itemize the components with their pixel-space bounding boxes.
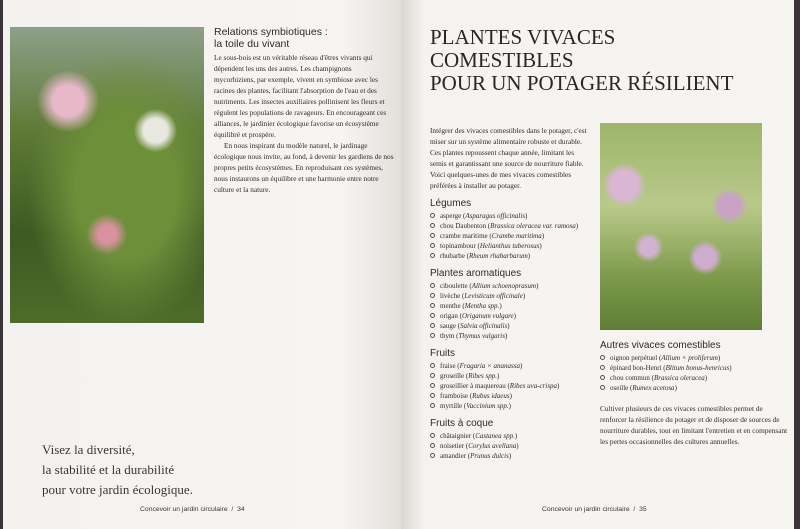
plant-item: groseillier à maquereau (Ribes uva-crispa) [430,381,592,391]
plant-item: oignon perpétuel (Allium × proliferum) [600,353,790,363]
section-heading: Autres vivaces comestibles [600,340,721,351]
common-name: chou Daubenton [440,222,487,230]
plant-item: épinard bon-Henri (Blitum bonus-henricus) [600,363,790,373]
plant-item: ciboulette (Allium schoenoprasum) [430,281,592,291]
quote-line: pour votre jardin écologique. [42,482,193,497]
bullet-icon [430,253,435,258]
sidebar-title-line1: Relations symbiotiques : [214,26,328,38]
bullet-icon [600,365,605,370]
plant-item: châtaignier (Castanea spp.) [430,431,592,441]
title-line: POUR UN POTAGER RÉSILIENT [430,71,734,95]
bullet-icon [430,313,435,318]
symbiosis-sidebar [214,26,394,195]
common-name: oignon perpétuel [610,354,658,362]
latin-name: Salvia officinalis [460,322,508,330]
plant-item: menthe (Mentha spp.) [430,301,592,311]
common-name: chou commun [610,374,650,382]
plant-item: chou Daubenton (Brassica oleracea var. ramosa) [430,221,592,231]
section-fruits [430,348,592,411]
plant-list [430,211,592,261]
pull-quote [42,440,193,500]
sidebar-paragraph-2: En nous inspirant du modèle naturel, le jardinage écologique nous invite, au fond, à devenir les gardiens de nos propres petits écosystèmes. En reproduisant ces systèmes, nous instaurons un équilibre et une harmonie entre notre culture et la nature. [214,141,394,194]
section-legumes [430,198,592,261]
latin-name: Blitum bonus-henricus [665,364,730,372]
section-heading: Fruits à coque [430,418,494,429]
bullet-icon [430,403,435,408]
section-heading: Plantes aromatiques [430,268,522,279]
section-aromatiques [430,268,592,341]
common-name: sauge [440,322,456,330]
bullet-icon [430,363,435,368]
plant-item: amandier (Prunus dulcis) [430,451,592,461]
latin-name: Brassica oleracea [653,374,705,382]
plant-item: sauge (Salvia officinalis) [430,321,592,331]
common-name: groseille [440,372,465,380]
bullet-icon [430,323,435,328]
section-autres [600,340,790,393]
bullet-icon [430,433,435,438]
latin-name: Asparagus officinalis [465,212,526,220]
plant-item: thym (Thymus vulgaris) [430,331,592,341]
latin-name: Ribes spp. [468,372,497,380]
plant-item: myrtille (Vaccinium spp.) [430,401,592,411]
left-footer: Concevoir un jardin circulaire / 34 [140,506,245,513]
quote-line: la stabilité et la durabilité [42,462,175,477]
intro-paragraph: Intégrer des vivaces comestibles dans le potager, c'est miser sur un système alimentaire robuste et durable. Ces plantes repoussent chaque année, limitant les semis et garantissant une source de nourriture fiable. Voici quelques-unes de mes vivaces comestibles préférées à installer au potager. [430,126,587,190]
latin-name: Crambe maritima [491,232,542,240]
section-heading: Fruits [430,348,455,359]
latin-name: Mentha spp. [464,302,500,310]
plant-item: oseille (Rumex acetosa) [600,383,790,393]
plant-item: groseille (Ribes spp.) [430,371,592,381]
plant-item: fraise (Fragaria × ananassa) [430,361,592,371]
bullet-icon [430,243,435,248]
common-name: châtaignier [440,432,472,440]
bullet-icon [430,383,435,388]
conclusion-paragraph: Cultiver plusieurs de ces vivaces comestibles permet de renforcer la résilience du potager et de disposer de sources de nourriture durables, tout en limitant l'entretien et en compensant les pertes occasionnelles des cultures annuelles. [600,404,788,446]
common-name: ciboulette [440,282,468,290]
plant-item: livèche (Levisticum officinale) [430,291,592,301]
bullet-icon [430,293,435,298]
common-name: topinambour [440,242,476,250]
latin-name: Vaccinium spp. [466,402,509,410]
garden-flowers-photo [10,27,204,323]
common-name: groseillier à maquereau [440,382,506,390]
common-name: crambe maritime [440,232,488,240]
latin-name: Allium × proliferum [661,354,718,362]
right-column [600,340,790,447]
plant-list [430,281,592,341]
plant-list [430,431,592,461]
latin-name: Rumex acetosa [632,384,675,392]
left-column [430,125,592,461]
bullet-icon [430,213,435,218]
plant-item: rhubarbe (Rheum rhabarbarum) [430,251,592,261]
title-line: COMESTIBLES [430,48,574,72]
section-fruits-a-coque [430,418,592,461]
common-name: épinard bon-Henri [610,364,662,372]
chive-flowers-photo [600,123,762,330]
plant-item: asperge (Asparagus officinalis) [430,211,592,221]
right-footer: Concevoir un jardin circulaire / 35 [542,506,647,513]
bullet-icon [430,233,435,238]
common-name: asperge [440,212,462,220]
latin-name: Fragaria × ananassa [459,362,520,370]
plant-item: noisetier (Corylus avellana) [430,441,592,451]
latin-name: Origanum vulgare [461,312,514,320]
quote-line: Visez la diversité, [42,442,135,457]
common-name: oseille [610,384,629,392]
common-name: menthe [440,302,461,310]
bullet-icon [600,375,605,380]
latin-name: Allium schoenoprasum [471,282,537,290]
latin-name: Castanea spp. [475,432,515,440]
common-name: thym [440,332,455,340]
bullet-icon [430,393,435,398]
common-name: fraise [440,362,456,370]
latin-name: Prunus dulcis [470,452,509,460]
bullet-icon [430,373,435,378]
latin-name: Rheum rhabarbarum [468,252,528,260]
common-name: livèche [440,292,461,300]
bullet-icon [430,283,435,288]
common-name: myrtille [440,402,463,410]
latin-name: Brassica oleracea var. ramosa [490,222,576,230]
plant-item: framboise (Rubus idaeus) [430,391,592,401]
sidebar-title-line2: la toile du vivant [214,38,290,50]
common-name: framboise [440,392,468,400]
latin-name: Helianthus tuberosus [479,242,540,250]
page-title [430,26,733,95]
latin-name: Levisticum officinale [464,292,523,300]
bullet-icon [600,385,605,390]
latin-name: Thymus vulgaris [458,332,505,340]
common-name: rhubarbe [440,252,465,260]
section-heading: Légumes [430,198,472,209]
common-name: amandier [440,452,467,460]
title-line: PLANTES VIVACES [430,25,616,49]
bullet-icon [600,355,605,360]
plant-item: crambe maritime (Crambe maritima) [430,231,592,241]
plant-list [600,353,790,393]
bullet-icon [430,333,435,338]
plant-item: origan (Origanum vulgare) [430,311,592,321]
bullet-icon [430,443,435,448]
bullet-icon [430,453,435,458]
sidebar-paragraph-1: Le sous-bois est un véritable réseau d'êtres vivants qui dépendent les uns des autres. Les champignons mycorhiziens, par exemple, vivent en symbiose avec les racines des plantes, facilitant l'absorption de l'eau et des nutriments. Les insectes auxiliaires pollinisent les fleurs et régulent les populations de ravageurs. En encourageant ces alliances, le jardinier écologique favorise un écosystème équilibré et prospère. [214,53,387,139]
common-name: noisetier [440,442,465,450]
plant-list [430,361,592,411]
latin-name: Rubus idaeus [472,392,510,400]
plant-item: topinambour (Helianthus tuberosus) [430,241,592,251]
bullet-icon [430,223,435,228]
common-name: origan [440,312,458,320]
latin-name: Corylus avellana [468,442,517,450]
latin-name: Ribes uva-crispa [509,382,558,390]
plant-item: chou commun (Brassica oleracea) [600,373,790,383]
bullet-icon [430,303,435,308]
